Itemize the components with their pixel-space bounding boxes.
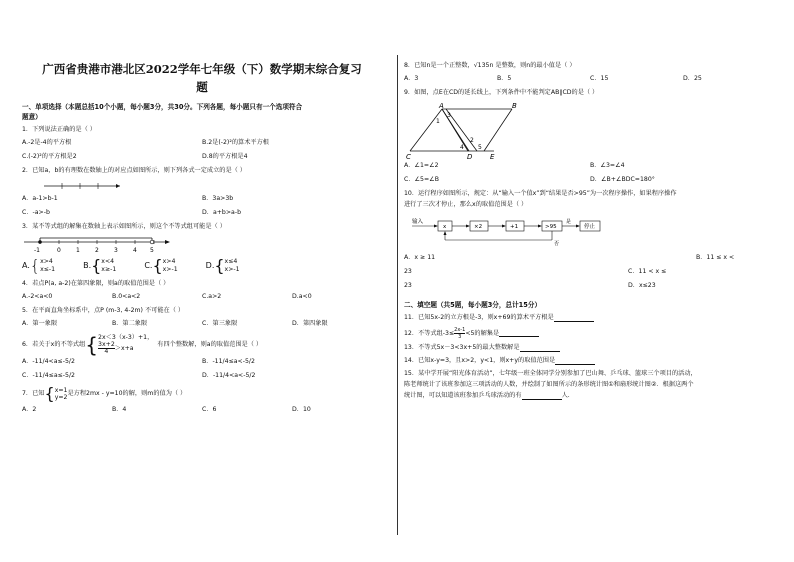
q3d-ineq1: x≤4	[224, 258, 238, 265]
q4-option-c[interactable]: C.a>2	[202, 293, 222, 300]
label-E: E	[490, 153, 495, 160]
column-divider	[397, 55, 398, 535]
q12-numerator: 2x-1	[454, 327, 466, 333]
question-9-options-row2	[404, 176, 776, 184]
q7-system-line-1: x=1	[54, 387, 68, 394]
q2-option-a[interactable]: A．a-1>b-1	[22, 195, 58, 202]
q3d-ineq2: x>-1	[224, 266, 240, 273]
label-A: A	[439, 102, 444, 110]
q6a-letter: A．	[22, 358, 33, 365]
question-2-options-row2	[22, 209, 382, 217]
question-6-options-row1	[22, 358, 382, 366]
q5-option-a[interactable]: A．第一象限	[22, 320, 58, 327]
title-line-2: 题	[196, 80, 208, 94]
q5-option-d[interactable]: D．第四象限	[292, 320, 328, 327]
q3-tick-label: 5	[150, 247, 154, 254]
question-10-line-2: 进行了三次才停止，那么x的取值范围是（ ）	[404, 201, 528, 208]
label-C: C	[406, 153, 411, 160]
q10-option-b-cont: 23	[404, 268, 412, 275]
q7-option-d[interactable]: D．10	[292, 406, 311, 413]
q5-option-c[interactable]: C．第三象限	[202, 320, 238, 327]
q3-option-c[interactable]: C. { x>4 x>-1	[144, 256, 178, 275]
q10-option-b[interactable]: B．11 ≤ x <	[696, 254, 735, 261]
angle-5-label: 5	[478, 144, 482, 151]
q15-unit: 人.	[561, 392, 570, 399]
angle-4-label: 4	[460, 144, 464, 151]
q6b-letter: B．	[202, 358, 213, 365]
q3a-ineq1: x>4	[40, 258, 53, 265]
flow-no: 否	[554, 241, 560, 247]
q10-options-row2	[404, 268, 776, 276]
q6-option-b[interactable]	[202, 358, 382, 366]
question-15-line-1: 15．某中学开展“阳光体育活动”，七年级一班全体同学分别参加了巴山舞、乒乓球、篮球三个项目的活动，	[404, 370, 697, 377]
q3-tick-label: 2	[95, 247, 99, 254]
q1-option-a[interactable]: A.-2是-4的平方根	[22, 139, 72, 146]
section-1-line-2: 题意）	[22, 113, 42, 121]
flow-x: x	[443, 224, 447, 230]
q11-text: 11．已知5x-2的立方根是-3，则x+69的算术平方根是	[404, 314, 554, 321]
q13-answer-blank[interactable]	[520, 345, 560, 352]
q2-number-line	[42, 180, 122, 192]
question-10-line-1: 10．运行程序如图所示，规定：从“输入一个值x”到“结果是否>95”为一次程序操作，如果程序操作	[404, 190, 677, 197]
q3a-ineq2: x≤-1	[40, 266, 56, 273]
q3-tick-label: 1	[76, 247, 80, 254]
q7-suffix: 是方程2mx - y=10的解，则m的值为（ ）	[67, 390, 187, 397]
question-5: 5．在平面直角坐标系中，点P (m-3, 4-2m) 不可能在（ ）	[22, 307, 185, 314]
q10-options-row3	[404, 282, 776, 290]
q1-option-d[interactable]: D.8的平方根是4	[202, 153, 248, 160]
q8-option-c[interactable]: C．15	[590, 75, 609, 82]
open-dot	[150, 240, 154, 244]
q8-option-d[interactable]: D．25	[683, 75, 702, 82]
q7-option-c[interactable]: C．6	[202, 406, 217, 413]
q3c-ineq1: x>4	[162, 258, 176, 265]
question-4-options	[22, 293, 382, 301]
q6-option-c[interactable]	[22, 372, 202, 380]
q7-option-b[interactable]: B．4	[112, 406, 127, 413]
q9-option-b[interactable]: B．∠3=∠4	[590, 162, 625, 169]
q3c-ineq2: x>-1	[162, 266, 178, 273]
q1-option-b[interactable]: B.2是(-2)²的算术平方根	[202, 139, 269, 146]
q10-flowchart	[410, 214, 610, 248]
right-column	[404, 62, 776, 405]
question-8-options	[404, 75, 776, 83]
question-9: 9．如图，点E在CD的延长线上，下列条件中不能判定AB∥CD的是（ ）	[404, 89, 599, 96]
q6-denominator: 4	[104, 348, 109, 355]
q3-tick-label: 3	[114, 247, 118, 254]
q3-tick-label: 0	[57, 247, 61, 254]
q8-option-a[interactable]: A．3	[404, 75, 419, 82]
q11-answer-blank[interactable]	[554, 315, 594, 322]
q4-option-a[interactable]: A.-2<a<0	[22, 293, 53, 300]
q3-option-b[interactable]: B. { x<4 x≥-1	[83, 256, 117, 275]
q3-options	[22, 258, 382, 274]
q13-text: 13．不等式5x－3<3x+5的最大整数解是	[404, 344, 520, 351]
flow-times2: ×2	[474, 224, 483, 230]
q6d-range: -11/4<a<-5/2	[212, 372, 256, 379]
q3-number-line	[22, 234, 172, 256]
question-8: 8．已知n是一个正整数，√135n 是整数，则n的最小值是（ ）	[404, 62, 576, 69]
question-12	[404, 327, 776, 340]
q7-system-line-2: y=2	[54, 394, 68, 401]
q12-prefix: 12．不等式组-3≤	[404, 329, 455, 337]
q8-option-b[interactable]: B．5	[497, 75, 512, 82]
question-6: 6．若关于x的不等式组 { 2x＜3（x-3）+1， $\frac{3x+2}{4}$ ＞x+a 有四个整数解，则a的取值范围是（ ）	[22, 332, 263, 357]
question-4: 4．若点P(a, a-2)在第四象限，则a的取值范围是（ ）	[22, 280, 170, 287]
q1-option-c[interactable]: C.(-2)²的平方根是2	[22, 153, 77, 160]
q15-answer-blank[interactable]	[522, 393, 562, 400]
flow-compare: >95	[545, 224, 557, 230]
q3b-ineq1: x<4	[101, 258, 115, 265]
q12-answer-blank[interactable]	[499, 330, 539, 337]
page-title	[22, 60, 382, 96]
q6-option-d[interactable]	[202, 372, 382, 380]
question-6-options-row2	[22, 372, 382, 380]
angle-3-label: 3	[447, 112, 451, 119]
question-9-options-row1	[404, 162, 776, 170]
title-line-1: 广西省贵港市港北区2022学年七年级（下）数学期末综合复习	[42, 62, 362, 76]
question-2-options-row1	[22, 195, 382, 203]
q12-suffix: <5的解集是	[465, 329, 500, 337]
q7-option-a[interactable]: A．2	[22, 406, 37, 413]
q2-option-c[interactable]: C．-a>-b	[22, 209, 50, 216]
q10-option-d[interactable]: D．x≤23	[628, 282, 656, 289]
label-D: D	[467, 153, 473, 160]
q6b-range: -11/4≤a<-5/2	[212, 358, 255, 365]
q12-denominator: 3	[458, 334, 462, 340]
q6-system-line-1: 2x＜3（x-3）+1，	[98, 334, 154, 341]
left-column	[22, 58, 382, 420]
q6-prefix: 6．若关于x的不等式组	[22, 340, 86, 348]
question-13	[404, 344, 776, 352]
question-1: 1．下列说法正确的是（ ）	[22, 126, 96, 133]
section-1-line-1: 一、单项选择（本题总括10个小题，每小题3分，共30分。下列各题，每小题只有一个选项符合	[22, 103, 303, 111]
flow-input-label: 输入	[412, 219, 424, 225]
question-1-options-row1	[22, 139, 382, 147]
q5-option-b[interactable]: B．第二象限	[112, 320, 148, 327]
section-1-heading	[22, 102, 382, 122]
q6-system-line-2: ＞x+a	[114, 344, 134, 352]
q3-option-a[interactable]: A. { x>4 x≤-1	[22, 256, 56, 275]
question-7: 7．已知 { x=1 y=2 是方程2mx - y=10的解，则m的值为（ ）	[22, 384, 187, 403]
q14-answer-blank[interactable]	[555, 358, 595, 365]
q4-option-b[interactable]: B.0<a<2	[112, 293, 141, 300]
angle-2-label: 2	[470, 137, 474, 144]
q3-tick-label: -1	[34, 247, 40, 254]
q9-option-a[interactable]: A．∠1=∠2	[404, 162, 439, 169]
q6c-letter: C．	[22, 372, 33, 379]
q2-option-b[interactable]: B．3a>3b	[202, 195, 234, 202]
question-2: 2．已知a，b的有理数在数轴上的对应点如图所示，则下列各式一定成立的是（ ）	[22, 167, 246, 174]
q6c-range: -11/4≤a≤-5/2	[32, 372, 75, 379]
section-2-heading: 二、填空题（共5题，每小题3分，总计15分）	[404, 301, 542, 309]
q3-option-d[interactable]: D. { x≤4 x>-1	[205, 256, 240, 275]
q15-text: 统计图，可以知道该班参加乒乓球活动的有	[404, 392, 522, 399]
flow-yes: 是	[566, 219, 572, 225]
q9-option-d[interactable]: D．∠B+∠BDC=180°	[590, 176, 655, 183]
label-B: B	[512, 102, 517, 110]
q10-option-a[interactable]: A．x ≥ 11	[404, 254, 436, 261]
closed-dot	[38, 240, 42, 244]
q4-option-d[interactable]: D.a<0	[292, 293, 312, 300]
question-5-options	[22, 320, 382, 328]
q3b-ineq2: x≥-1	[101, 266, 117, 273]
q6-option-a[interactable]	[22, 358, 202, 366]
q6-suffix: 有四个整数解，则a的取值范围是（ ）	[157, 340, 263, 348]
q6d-letter: D．	[202, 372, 213, 379]
question-1-options-row2	[22, 153, 382, 161]
question-15-line-2: 陈老师统计了该班参加这三项活动的人数，并绘制了如图所示的条形统计图①和扇形统计图②．根据这两个	[404, 381, 694, 388]
q3-tick-label: 4	[133, 247, 137, 254]
q7-prefix: 7．已知	[22, 390, 45, 397]
q9-option-c[interactable]: C．∠5=∠B	[404, 176, 439, 183]
question-15-line-3	[404, 392, 776, 400]
q2-option-d[interactable]: D．a+b>a-b	[202, 209, 241, 216]
flow-plus1: +1	[510, 224, 519, 230]
q10-options-row1	[404, 254, 776, 262]
flow-stop: 停止	[584, 224, 596, 230]
question-14	[404, 357, 776, 365]
q6-numerator: 3x+2	[98, 341, 115, 348]
q6a-range: -11/4<a≤-5/2	[32, 358, 75, 365]
question-7-options	[22, 406, 382, 414]
q10-option-c[interactable]: C．11 < x ≤	[628, 268, 667, 275]
question-11	[404, 314, 776, 322]
q14-text: 14．已知x-y=3，且x>2，y<1，则x+y的取值范围是	[404, 357, 556, 364]
angle-1-label: 1	[436, 118, 440, 125]
q10-option-c-cont: 23	[404, 282, 412, 289]
question-3: 3．某不等式组的解集在数轴上表示如图所示，则这个不等式组可能是（ ）	[22, 223, 226, 230]
q9-geometry-figure	[404, 102, 524, 160]
